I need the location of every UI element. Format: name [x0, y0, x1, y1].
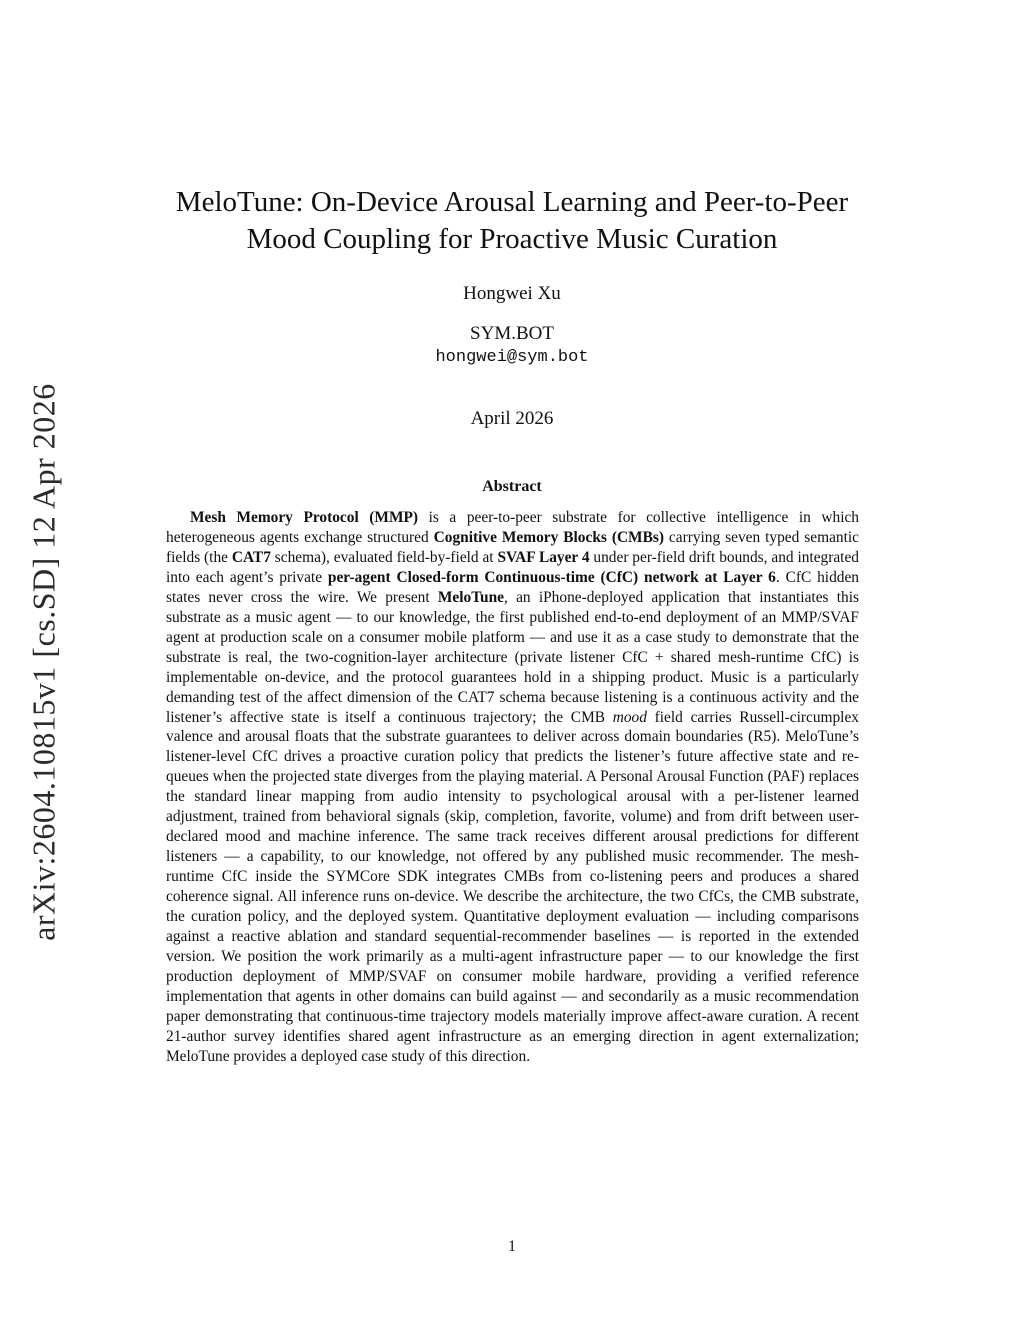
abstract-text-run: under per-field drift bounds, and integrated into each agent’s private [166, 548, 859, 586]
abstract-bold-term: CAT7 [231, 548, 271, 566]
abstract-bold-term: Cognitive Memory Blocks (CMBs) [433, 528, 664, 546]
abstract-bold-term: MeloTune [437, 588, 505, 606]
abstract-text-run: , an iPhone-deployed application that instantiates this substrate as a music agent — to our knowledge, the first published end-to-end deployment of an MMP/SVAF agent at production scale on a consumer mobile platform — and use it as a case study to demonstrate that the substrate is real, the two-cognition-layer architecture (private listener CfC + shared mesh-runtime CfC) is implementable on-device, and the protocol guarantees hold in a shipping product. Music is a particularly demanding test of the affect dimension of the CAT7 schema because listening is a continuous activity and the listener’s affective state is itself a continuous trajectory; the CMB [166, 588, 859, 726]
paper-title: MeloTune: On-Device Arousal Learning and Peer-to-Peer Mood Coupling for Proactive Music Curation [175, 186, 849, 255]
abstract-text-run: carrying seven typed semantic fields (the [166, 528, 859, 566]
page-number: 1 [508, 1238, 516, 1255]
abstract-bold-term: SVAF Layer 4 [497, 548, 590, 566]
abstract-body [166, 508, 859, 1067]
author-name: Hongwei Xu [463, 283, 561, 304]
abstract-text-run: . CfC hidden states never cross the wire. We present [166, 568, 859, 606]
abstract-text-run: field carries Russell-circumplex valence and arousal floats that the substrate guarantees to deliver across domain boundaries (R5). MeloTune’s listener-level CfC drives a proactive curation policy that predicts the listener’s future affective state and re-queues when the projected state diverges from the playing material. A Personal Arousal Function (PAF) replaces the standard linear mapping from audio intensity to psychological arousal with a per-listener learned adjustment, trained from behavioral signals (skip, completion, favorite, volume) and from drift between user-declared mood and machine inference. The same track receives different arousal predictions for different listeners — a capability, to our knowledge, not offered by any published music recommender. The mesh-runtime CfC inside the SYMCore SDK integrates CMBs from co-listening peers and produces a shared coherence signal. All inference runs on-device. We describe the architecture, the two CfCs, the CMB substrate, the curation policy, and the deployed system. Quantitative deployment evaluation — including comparisons against a reactive ablation and standard sequential-recommender baselines — is reported in the extended version. We position the work primarily as a multi-agent infrastructure paper — to our knowledge the first production deployment of MMP/SVAF on consumer mobile hardware, providing a verified reference implementation that agents in other domains can build against — and secondarily as a music recommendation paper demonstrating that continuous-time trajectory models materially improve affect-aware curation. A recent 21-author survey identifies shared agent infrastructure as an emerging direction in agent externalization; MeloTune provides a deployed case study of this direction. [166, 708, 859, 1065]
abstract-bold-term: per-agent Closed-form Continuous-time (CfC) network at Layer 6 [327, 568, 776, 586]
abstract-bold-term: Mesh Memory Protocol (MMP) [190, 509, 419, 526]
author-affiliation: SYM.BOT [470, 323, 554, 344]
abstract-text-run: is a peer-to-peer substrate for collective intelligence in which heterogeneous agents exchange structured [166, 509, 860, 546]
publication-date: April 2026 [470, 408, 554, 429]
abstract-text-run: schema), evaluated field-by-field at [270, 548, 498, 566]
arxiv-identifier: arXiv:2604.10815v1 [cs.SD] 12 Apr 2026 [25, 383, 62, 941]
author-email[interactable]: hongwei@sym.bot [435, 348, 589, 367]
abstract-italic-term: mood [612, 708, 647, 726]
abstract-heading: Abstract [482, 478, 542, 495]
